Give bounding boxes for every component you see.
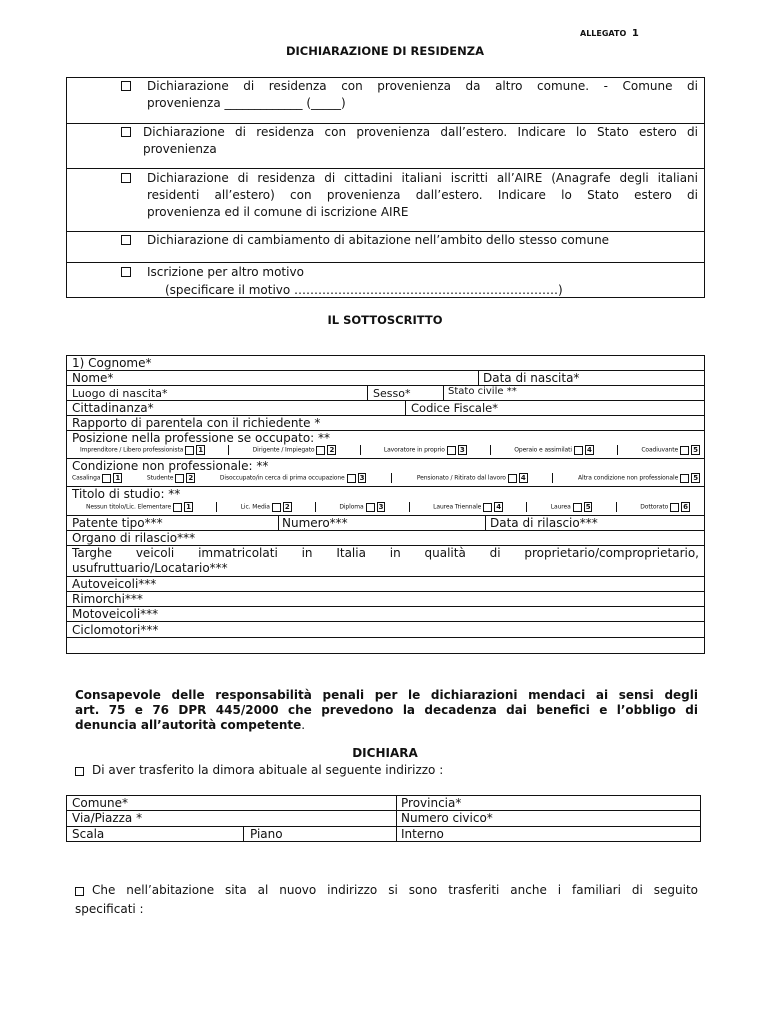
cond-opt-1[interactable]: Casalinga 1 <box>72 474 121 482</box>
sottoscritto-title: IL SOTTOSCRITTO <box>327 313 443 327</box>
option-1-line2: provenienza _____________ (_____) <box>147 96 346 110</box>
option-1-checkbox[interactable] <box>121 81 131 91</box>
pos-opt-4[interactable]: Operaio e assimilati 4 <box>514 446 592 454</box>
cond-opt-3[interactable]: Disoccupato/in cerca di prima occupazione 3 <box>219 474 365 482</box>
familiari-checkbox[interactable] <box>75 887 84 896</box>
pos-opt-2[interactable]: Dirigente / Impiegato 2 <box>252 446 335 454</box>
pos-opt-3[interactable]: Lavoratore in proprio 3 <box>383 446 465 454</box>
scala-label: Scala <box>72 827 105 841</box>
option-3-line2: residenti all’estero) con provenienza dall’estero. Indicare lo Stato estero di <box>147 188 698 202</box>
autoveicoli-label: Autoveicoli*** <box>72 577 157 591</box>
titolo-label: Titolo di studio: ** <box>72 487 181 501</box>
familiari-line1: Che nell’abitazione sita al nuovo indirizzo si sono trasferiti anche i familiari di seguito <box>92 883 698 897</box>
option-3-line3: provenienza ed il comune di iscrizione AIRE <box>147 205 409 219</box>
posizione-label: Posizione nella professione se occupato: ** <box>72 431 331 445</box>
numero-label: Numero*** <box>282 516 348 530</box>
condizione-options <box>72 473 700 483</box>
parentela-label: Rapporto di parentela con il richiedente * <box>72 416 321 430</box>
tit-opt-3[interactable]: Diploma 3 <box>339 503 384 511</box>
option-4-checkbox[interactable] <box>121 235 131 245</box>
sesso-label: Sesso* <box>373 387 411 400</box>
posizione-options <box>80 445 700 455</box>
option-5-checkbox[interactable] <box>121 267 131 277</box>
data-nascita-label: Data di nascita* <box>483 371 580 385</box>
option-3-checkbox[interactable] <box>121 173 131 183</box>
luogo-nascita-label: Luogo di nascita* <box>72 387 168 400</box>
tit-opt-2[interactable]: Lic. Media 2 <box>240 503 290 511</box>
rimorchi-label: Rimorchi*** <box>72 592 143 606</box>
tit-opt-1[interactable]: Nessun titolo/Lic. Elementare 1 <box>86 503 191 511</box>
stato-civile-label: Stato civile ** <box>448 386 517 397</box>
cognome-label: 1) Cognome* <box>72 356 152 370</box>
consapevole-line1: Consapevole delle responsabilità penali per le dichiarazioni mendaci ai sensi degli <box>75 688 698 702</box>
consapevole-line3: denuncia all’autorità competente. <box>75 718 306 732</box>
organo-label: Organo di rilascio*** <box>72 531 196 545</box>
via-label: Via/Piazza * <box>72 811 143 825</box>
piano-label: Piano <box>250 827 283 841</box>
option-2-line1: Dichiarazione di residenza con provenienza dall’estero. Indicare lo Stato estero di <box>143 125 698 139</box>
ciclomotori-label: Ciclomotori*** <box>72 623 159 637</box>
cittadinanza-label: Cittadinanza* <box>72 401 154 415</box>
option-2-line2: provenienza <box>143 142 217 156</box>
option-3-line1: Dichiarazione di residenza di cittadini italiani iscritti all’AIRE (Anagrafe degli italiani <box>147 171 698 185</box>
cond-opt-2[interactable]: Studente 2 <box>146 474 194 482</box>
option-2-checkbox[interactable] <box>121 127 131 137</box>
patente-label: Patente tipo*** <box>72 516 163 530</box>
tit-opt-5[interactable]: Laurea 5 <box>550 503 591 511</box>
targhe-line1: Targhe veicoli immatricolati in Italia in qualità di proprietario/comproprietario, <box>72 546 699 560</box>
codice-fiscale-label: Codice Fiscale* <box>411 401 498 415</box>
dichiara-title: DICHIARA <box>352 746 418 760</box>
nome-label: Nome* <box>72 371 114 385</box>
titolo-options <box>86 502 690 512</box>
consapevole-line2: art. 75 e 76 DPR 445/2000 che prevedono la decadenza dai benefici e l’obbligo di <box>75 703 698 717</box>
targhe-line2: usufruttuario/Locatario*** <box>72 561 228 575</box>
motoveicoli-label: Motoveicoli*** <box>72 607 159 621</box>
pos-opt-5[interactable]: Coadiuvante 5 <box>641 446 698 454</box>
option-5-line1: Iscrizione per altro motivo <box>147 265 304 279</box>
cond-opt-5[interactable]: Altra condizione non professionale 5 <box>578 474 698 482</box>
allegato-label: ALLEGATO 1 <box>580 28 639 39</box>
option-1-line1: Dichiarazione di residenza con provenienza da altro comune. - Comune di <box>147 79 698 93</box>
tit-opt-4[interactable]: Laurea Triennale 4 <box>433 503 502 511</box>
pos-opt-1[interactable]: Imprenditore / Libero professionista 1 <box>80 446 204 454</box>
interno-label: Interno <box>401 827 444 841</box>
cond-opt-4[interactable]: Pensionato / Ritirato dal lavoro 4 <box>416 474 526 482</box>
provincia-label: Provincia* <box>401 796 462 810</box>
civico-label: Numero civico* <box>401 811 493 825</box>
condizione-label: Condizione non professionale: ** <box>72 459 269 473</box>
dichiara-checkbox[interactable] <box>75 767 84 776</box>
dichiara-text: Di aver trasferito la dimora abituale al seguente indirizzo : <box>92 763 444 777</box>
page-title: DICHIARAZIONE DI RESIDENZA <box>285 44 485 58</box>
option-5-line2: (specificare il motivo …………………………………………………………) <box>165 283 563 297</box>
familiari-line2: specificati : <box>75 902 144 916</box>
option-4-line1: Dichiarazione di cambiamento di abitazione nell’ambito dello stesso comune <box>147 233 610 247</box>
data-rilascio-label: Data di rilascio*** <box>490 516 598 530</box>
tit-opt-6[interactable]: Dottorato 6 <box>640 503 688 511</box>
comune-label: Comune* <box>72 796 129 810</box>
